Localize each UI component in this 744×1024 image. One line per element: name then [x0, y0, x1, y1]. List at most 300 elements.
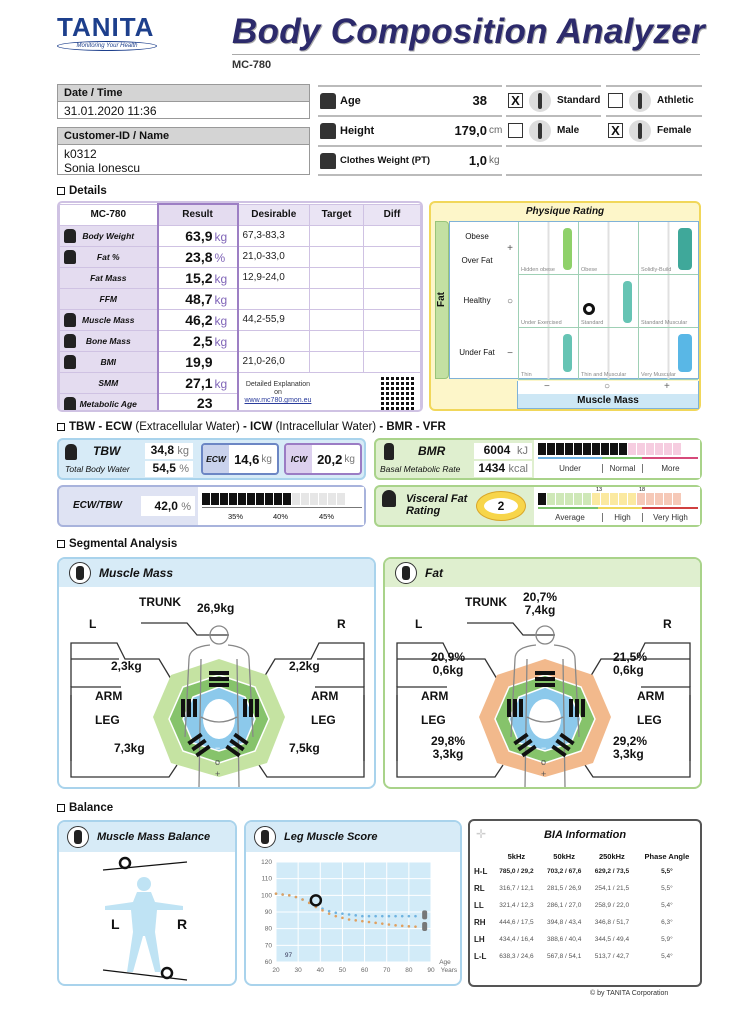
series-female-point	[295, 896, 298, 899]
balance-title-text: Balance	[69, 802, 114, 814]
muscle-trunk-label: TRUNK	[139, 595, 181, 609]
series-male-point	[381, 915, 384, 918]
gauge-segment	[574, 443, 582, 455]
row-label-underfat: Under Fat	[459, 348, 495, 357]
series-female-point	[381, 922, 384, 925]
metric-unit: kg	[214, 376, 228, 391]
tbw-panel	[57, 438, 366, 480]
title-icw-desc: (Intracellular Water)	[272, 421, 380, 433]
metric-label: BMI	[100, 356, 117, 367]
selected-rating-marker	[583, 303, 595, 315]
fat-trunk-kg: 7,4kg	[524, 603, 556, 617]
metric-result	[158, 330, 238, 351]
standard-label: Standard	[557, 95, 601, 106]
tbw-pct-value: 54,5	[152, 461, 176, 475]
gauge-segment	[265, 493, 273, 505]
muscle-balance-title: Muscle Mass Balance	[97, 831, 211, 843]
gauge-segment	[583, 493, 591, 505]
checkbox-square-icon	[57, 540, 65, 548]
logo-text: TANITA	[57, 12, 155, 42]
series-male-point	[408, 915, 411, 918]
male-label: Male	[557, 125, 580, 136]
details-section-title	[57, 185, 107, 197]
bia-cell: 785,0 / 29,2	[499, 868, 534, 875]
vfr-value-badge	[476, 491, 526, 521]
metric-result	[158, 288, 238, 309]
physique-figure-icon	[563, 228, 572, 270]
metric-value: 27,1	[185, 374, 213, 391]
metric-value: 19,9	[185, 353, 213, 370]
bia-cell: 5,4°	[661, 902, 673, 909]
details-table	[57, 201, 423, 412]
bia-cell: 567,8 / 54,1	[546, 953, 582, 960]
gauge-segment	[637, 493, 645, 505]
gauge-segment	[247, 493, 255, 505]
copyright: © by TANITA Corporation	[590, 990, 669, 997]
scale-very-high: Very High	[642, 513, 698, 522]
customer-name: Sonia Ionescu	[64, 161, 141, 175]
score-label: 97	[284, 952, 293, 959]
female-checkbox[interactable]: X	[608, 123, 623, 138]
physique-cell	[638, 328, 698, 380]
metric-label: Fat %	[96, 251, 120, 262]
metric-target	[310, 225, 364, 246]
tick-40: 40%	[273, 512, 289, 521]
muscle-left-label: L	[89, 617, 97, 631]
title-bmr-vfr: - BMR - VFR	[379, 421, 446, 433]
metric-target	[310, 351, 364, 372]
bia-row	[474, 931, 698, 948]
leg-muscle-chart	[246, 852, 462, 986]
height-value: 179,0	[454, 123, 487, 138]
metric-unit: kg	[214, 334, 228, 349]
tanita-logo	[57, 14, 157, 51]
metric-value: 23,8	[185, 248, 213, 265]
tbw-pct-box	[145, 461, 193, 477]
bmr-bar	[538, 443, 681, 455]
metric-label: Muscle Mass	[82, 314, 135, 325]
col-header-result: Result	[158, 204, 238, 225]
gauge-segment	[565, 493, 573, 505]
fat-trunk-value	[523, 591, 557, 617]
bone-icon	[64, 334, 76, 348]
option-standard[interactable]	[506, 85, 601, 114]
series-female-point	[408, 925, 411, 928]
bmr-kcal-box	[474, 461, 532, 477]
standard-checkbox[interactable]: X	[508, 93, 523, 108]
muscle-trunk-value: 26,9kg	[197, 601, 235, 615]
fat-left-leg-value	[431, 735, 465, 761]
bia-table	[474, 853, 698, 965]
gauge-segment	[610, 443, 618, 455]
height-row	[318, 115, 502, 144]
crosshair-icon: ✛	[476, 827, 487, 841]
bia-cell: 316,7 / 12,1	[499, 885, 534, 892]
ecw-tbw-gauge	[198, 487, 364, 525]
x-tick-label: 80	[405, 967, 413, 974]
series-male-point	[374, 915, 377, 918]
lower-balance-marker	[162, 968, 172, 978]
details-row	[60, 351, 421, 372]
muscle-left-arm-label: ARM	[95, 689, 123, 703]
explanation-link[interactable]: www.mc780.gmon.eu	[244, 397, 312, 404]
bmr-kcal-value: 1434	[478, 461, 506, 475]
gauge-segment	[610, 493, 618, 505]
y-tick-label: 90	[264, 909, 272, 916]
col-symbol-minus: −	[544, 381, 550, 392]
gauge-segment	[592, 443, 600, 455]
bia-row-label: LL	[474, 901, 484, 910]
title-tbw-ecw: TBW - ECW	[69, 421, 133, 433]
gauge-segment	[619, 443, 627, 455]
qr-code-icon[interactable]	[381, 377, 414, 410]
muscle-left-leg-value: 7,3kg	[114, 741, 145, 755]
metric-name	[60, 330, 158, 351]
gauge-segment	[547, 443, 555, 455]
fat-ring-plus: +	[541, 769, 547, 779]
physique-cell-label: Standard Muscular	[641, 320, 688, 326]
metric-label: Body Weight	[82, 230, 135, 241]
metric-name	[60, 372, 158, 393]
y-tick-label: 120	[261, 859, 272, 866]
physique-rating-panel	[429, 201, 701, 411]
athletic-checkbox[interactable]	[608, 93, 623, 108]
ecw-tbw-value: 42,0	[154, 499, 178, 513]
vfr-label-line2: Rating	[406, 505, 441, 517]
title-divider	[232, 54, 700, 55]
muscle-icon	[64, 313, 76, 327]
gauge-segment	[592, 493, 600, 505]
series-female-point	[281, 893, 284, 896]
series-female-point	[394, 924, 397, 927]
metric-name	[60, 288, 158, 309]
series-female-point	[374, 922, 377, 925]
balance-right-label: R	[177, 916, 188, 932]
gauge-segment	[319, 493, 327, 505]
upper-balance-marker	[120, 858, 130, 868]
details-row	[60, 372, 421, 393]
x-tick-label: 90	[427, 967, 435, 974]
checkbox-square-icon	[57, 187, 65, 195]
y-tick-label: 110	[261, 875, 272, 883]
vfr-label-line1: Visceral Fat	[406, 493, 468, 505]
fat-left-arm-pct: 20,9%	[431, 650, 466, 664]
x-tick-label: 60	[360, 967, 369, 974]
athletic-label: Athletic	[657, 95, 694, 106]
row-label-healthy: Healthy	[463, 296, 491, 305]
ecw-tbw-bar	[202, 493, 345, 505]
gauge-segment	[655, 443, 663, 455]
fat-right-arm-value	[613, 651, 647, 677]
muscle-left-arm-value: 2,3kg	[111, 659, 142, 673]
gauge-segment	[538, 443, 546, 455]
series-male-point	[388, 915, 391, 918]
muscle-right-arm-value: 2,2kg	[289, 659, 320, 673]
gauge-segment	[601, 443, 609, 455]
tick-35: 35%	[228, 512, 244, 521]
series-male-point	[354, 914, 357, 917]
ecw-unit: kg	[261, 453, 272, 465]
datetime-label: Date / Time	[58, 85, 309, 102]
height-label: Height	[340, 124, 375, 137]
gauge-segment	[664, 443, 672, 455]
series-male-point	[328, 910, 331, 913]
fat-right-leg-label: LEG	[637, 713, 662, 727]
metric-value: 63,9	[185, 227, 213, 244]
gauge-segment	[337, 493, 345, 505]
model-label: MC-780	[232, 59, 272, 71]
bia-row-label: RL	[474, 884, 485, 893]
bia-col-header: Phase Angle	[644, 852, 690, 861]
bia-cell: 254,1 / 21,5	[594, 885, 630, 892]
gauge-segment	[628, 443, 636, 455]
series-female-point	[321, 909, 324, 912]
bia-cell: 444,6 / 17,5	[499, 919, 534, 926]
bia-cell: 5,9°	[661, 936, 673, 943]
y-tick-label: 60	[264, 959, 272, 966]
metric-name	[60, 351, 158, 372]
icw-box	[284, 443, 362, 475]
segmental-section-title	[57, 538, 177, 550]
option-athletic[interactable]	[606, 85, 702, 114]
tbw-sublabel: Total Body Water	[65, 464, 130, 474]
female-figure-icon	[422, 922, 427, 931]
weight-icon	[64, 229, 76, 243]
metric-result	[158, 225, 238, 246]
tbw-kg-box	[145, 443, 193, 459]
physique-cell	[578, 222, 638, 275]
male-icon	[529, 120, 551, 142]
physique-cell-label: Thin	[521, 372, 532, 378]
bia-row	[474, 880, 698, 897]
series-female-point	[341, 917, 344, 920]
muscle-right-leg-label: LEG	[311, 713, 336, 727]
segmental-fat-panel	[383, 557, 702, 789]
series-female-point	[328, 912, 331, 915]
ecw-tbw-panel	[57, 485, 366, 527]
details-row	[60, 330, 421, 351]
metric-label: Metabolic Age	[79, 398, 137, 409]
water-section-title	[57, 421, 446, 433]
bia-cell: 703,2 / 67,6	[546, 868, 582, 875]
ecw-tbw-value-box	[141, 496, 195, 516]
details-row	[60, 225, 421, 246]
y-tick-label: 80	[264, 925, 272, 933]
balance-left-label: L	[111, 916, 120, 932]
vfr-bar	[538, 493, 681, 505]
scale-normal: Normal	[602, 464, 642, 473]
physique-title: Physique Rating	[525, 206, 605, 217]
physique-cell-label: Hidden obese	[521, 267, 555, 273]
age-label: Age	[340, 94, 361, 107]
logo-tagline: Monitoring Your Health	[57, 41, 157, 51]
visceral-fat-icon	[382, 490, 396, 507]
gauge-segment	[673, 493, 681, 505]
metric-result	[158, 246, 238, 267]
gauge-segment	[556, 443, 564, 455]
title-icw: - ICW	[243, 421, 273, 433]
bia-cell: 286,1 / 27,0	[546, 902, 582, 909]
metric-unit: kg	[214, 292, 228, 307]
threshold-18: 18	[639, 487, 646, 493]
fat-right-leg-value	[613, 735, 647, 761]
gauge-segment	[628, 493, 636, 505]
fat-icon	[64, 250, 76, 264]
fat-right-arm-pct: 21,5%	[613, 650, 648, 664]
x-tick-label: 30	[294, 967, 302, 974]
empty-option-row	[506, 145, 702, 176]
bia-cell: 388,6 / 40,4	[546, 936, 582, 943]
gauge-segment	[238, 493, 246, 505]
series-male-point	[348, 913, 351, 916]
col-symbol-circle: ○	[604, 381, 611, 392]
explanation-line1: Detailed Explanation	[245, 381, 311, 388]
icw-unit: kg	[344, 453, 355, 465]
row-label-overfat: Over Fat	[461, 256, 493, 265]
fat-trunk-label: TRUNK	[465, 595, 507, 609]
checkbox-square-icon	[57, 804, 65, 812]
metric-value: 2,5	[193, 332, 213, 349]
series-male-point	[361, 915, 364, 918]
bia-cell: 638,3 / 24,6	[499, 953, 534, 960]
details-row	[60, 288, 421, 309]
gauge-segment	[229, 493, 237, 505]
metric-desirable: 21,0-26,0	[238, 351, 310, 372]
series-female-point	[348, 918, 351, 921]
row-label-obese: Obese	[465, 232, 489, 241]
threshold-13: 13	[596, 487, 603, 493]
metric-label: SMM	[98, 377, 119, 388]
gauge-segment	[646, 493, 654, 505]
gauge-segment	[637, 443, 645, 455]
tbw-label: TBW	[93, 444, 121, 458]
metric-unit: kg	[214, 313, 228, 328]
metric-target	[310, 288, 364, 309]
series-female-point	[288, 894, 291, 897]
fat-right-arm-label: ARM	[637, 689, 665, 703]
height-unit: cm	[489, 125, 503, 136]
fat-ring-zero: o	[541, 757, 547, 767]
ecw-label: ECW	[203, 445, 229, 473]
bmr-panel	[374, 438, 702, 480]
series-female-point	[414, 925, 417, 928]
clothes-value: 1,0	[468, 153, 487, 168]
details-row	[60, 267, 421, 288]
bia-row-label: H-L	[474, 867, 488, 876]
y-tick-label: 70	[264, 942, 272, 950]
series-male-point	[394, 915, 397, 918]
metric-result	[158, 372, 238, 393]
row-symbol-plus: +	[507, 243, 513, 254]
tbw-pct-unit: %	[179, 463, 189, 475]
gauge-segment	[256, 493, 264, 505]
col-symbol-plus: +	[664, 381, 670, 392]
scale-average: Average	[555, 513, 585, 522]
segmental-title-text: Segmental Analysis	[69, 538, 178, 550]
option-female[interactable]	[606, 115, 702, 144]
bia-cell: 629,2 / 73,5	[594, 868, 630, 875]
muscle-panel-title: Muscle Mass	[99, 566, 174, 580]
bmr-kj-value: 6004	[483, 443, 511, 457]
col-header-model: MC-780	[60, 204, 158, 225]
series-female-point	[388, 923, 391, 926]
datetime-value: 31.01.2020 11:36	[64, 104, 157, 118]
metric-value: 48,7	[185, 290, 213, 307]
physique-cell	[578, 328, 638, 380]
page-title: Body Composition Analyzer	[232, 12, 705, 51]
muscle-mass-balance-panel	[57, 820, 237, 986]
fat-left-leg-kg: 3,3kg	[432, 747, 464, 761]
fat-right-arm-kg: 0,6kg	[613, 663, 644, 677]
title-ecw-desc: (Extracellular Water)	[132, 421, 243, 433]
customer-box	[57, 127, 310, 175]
series-male-point	[341, 912, 344, 915]
metric-label: Bone Mass	[85, 335, 131, 346]
bmr-kcal-unit: kcal	[508, 463, 528, 475]
bmr-kj-unit: kJ	[517, 445, 528, 457]
male-checkbox[interactable]	[508, 123, 523, 138]
x-axis-label-years: Years	[440, 967, 458, 974]
gauge-segment	[301, 493, 309, 505]
gauge-segment	[655, 493, 663, 505]
fat-left-arm-value	[431, 651, 465, 677]
metric-desirable	[238, 330, 310, 351]
icw-value: 20,2	[317, 451, 343, 467]
details-row	[60, 309, 421, 330]
series-female-point	[368, 921, 371, 924]
metric-target	[310, 309, 364, 330]
gauge-segment	[574, 493, 582, 505]
gauge-segment	[556, 493, 564, 505]
clothes-row	[318, 145, 502, 176]
metric-name	[60, 393, 158, 412]
standard-body-icon	[529, 90, 551, 112]
ecw-tbw-unit: %	[181, 501, 191, 513]
series-male-point	[414, 915, 417, 918]
clothes-label: Clothes Weight (PT)	[340, 155, 431, 166]
height-icon	[320, 123, 336, 139]
age-icon	[320, 93, 336, 109]
gauge-segment	[292, 493, 300, 505]
physique-cells	[518, 222, 698, 380]
gauge-segment	[619, 493, 627, 505]
bmr-gauge	[534, 440, 700, 478]
gauge-segment	[310, 493, 318, 505]
fat-ring-minus: −	[541, 743, 547, 753]
gauge-segment	[583, 443, 591, 455]
series-male-point	[334, 912, 337, 915]
female-icon	[629, 120, 651, 142]
bia-col-header	[474, 853, 493, 863]
physique-grid	[449, 221, 699, 379]
bmi-icon	[64, 355, 76, 369]
muscle-left-leg-label: LEG	[95, 713, 120, 727]
metric-name	[60, 267, 158, 288]
muscle-mass-axis	[517, 381, 699, 409]
tbw-kg-value: 34,8	[150, 443, 175, 457]
gauge-segment	[565, 443, 573, 455]
x-tick-label: 70	[383, 967, 391, 974]
datetime-box	[57, 84, 310, 119]
option-male[interactable]	[506, 115, 601, 144]
legs-icon	[254, 826, 276, 848]
shirt-icon	[320, 153, 336, 169]
leg-muscle-score-panel	[244, 820, 462, 986]
gauge-segment	[274, 493, 282, 505]
fat-right-label: R	[663, 617, 672, 631]
gauge-segment	[547, 493, 555, 505]
physique-cell-label: Standard	[581, 320, 604, 326]
